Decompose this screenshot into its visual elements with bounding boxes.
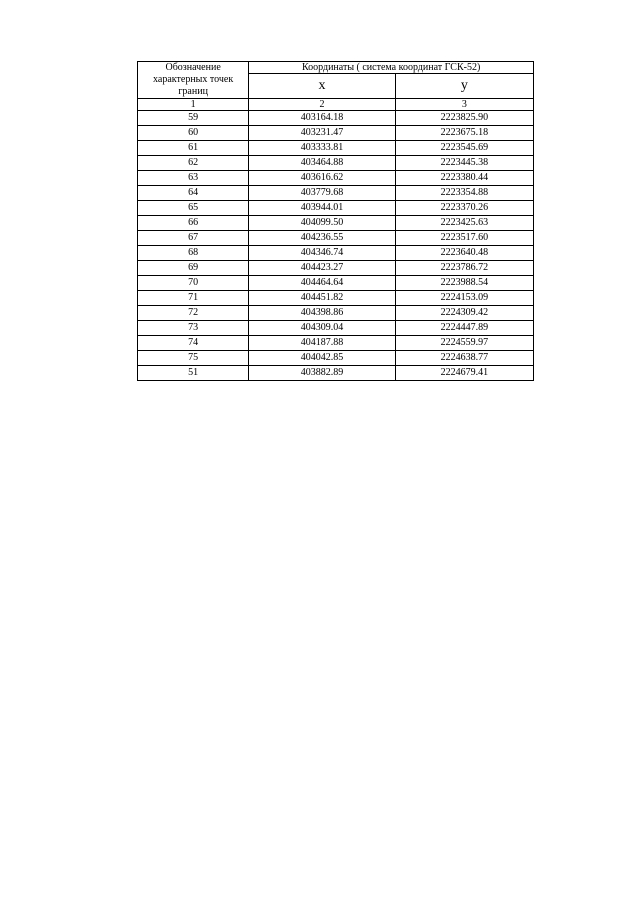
y-cell: 2223370.26 (395, 201, 533, 216)
x-cell: 403616.62 (249, 171, 395, 186)
y-cell: 2223545.69 (395, 141, 533, 156)
point-cell: 63 (138, 171, 249, 186)
point-cell: 66 (138, 216, 249, 231)
point-cell: 64 (138, 186, 249, 201)
y-cell: 2223445.38 (395, 156, 533, 171)
x-cell: 403333.81 (249, 141, 395, 156)
y-cell: 2223825.90 (395, 111, 533, 126)
point-cell: 59 (138, 111, 249, 126)
x-cell: 404423.27 (249, 261, 395, 276)
x-cell: 404187.88 (249, 336, 395, 351)
y-cell: 2224638.77 (395, 351, 533, 366)
coordinates-table (137, 61, 534, 381)
point-cell: 74 (138, 336, 249, 351)
y-cell: 2224679.41 (395, 366, 533, 381)
point-cell: 75 (138, 351, 249, 366)
point-cell: 51 (138, 366, 249, 381)
table-row (138, 306, 534, 321)
column-number: 1 (138, 99, 249, 111)
designation-header: Обозначение характерных точек границ (138, 62, 249, 99)
x-cell: 403882.89 (249, 366, 395, 381)
y-cell: 2223675.18 (395, 126, 533, 141)
y-cell: 2223517.60 (395, 231, 533, 246)
y-cell: 2224559.97 (395, 336, 533, 351)
point-cell: 70 (138, 276, 249, 291)
y-cell: 2223786.72 (395, 261, 533, 276)
x-cell: 403779.68 (249, 186, 395, 201)
table-row (138, 261, 534, 276)
table-row (138, 216, 534, 231)
y-cell: 2223640.48 (395, 246, 533, 261)
x-cell: 404236.55 (249, 231, 395, 246)
table-row (138, 201, 534, 216)
x-cell: 403231.47 (249, 126, 395, 141)
x-cell: 404398.86 (249, 306, 395, 321)
x-cell: 403164.18 (249, 111, 395, 126)
column-number: 2 (249, 99, 395, 111)
point-cell: 71 (138, 291, 249, 306)
x-cell: 404042.85 (249, 351, 395, 366)
table-row (138, 366, 534, 381)
table-body (138, 111, 534, 381)
x-cell: 404309.04 (249, 321, 395, 336)
table-row (138, 291, 534, 306)
y-cell: 2223988.54 (395, 276, 533, 291)
x-cell: 404099.50 (249, 216, 395, 231)
y-cell: 2224447.89 (395, 321, 533, 336)
y-cell: 2223425.63 (395, 216, 533, 231)
point-cell: 61 (138, 141, 249, 156)
table-row (138, 111, 534, 126)
column-number: 3 (395, 99, 533, 111)
table-row (138, 126, 534, 141)
table-row (138, 171, 534, 186)
y-cell: 2224153.09 (395, 291, 533, 306)
y-header: y (395, 74, 533, 99)
point-cell: 67 (138, 231, 249, 246)
coordinates-header: Координаты ( система координат ГСК-52) (249, 62, 534, 74)
point-cell: 69 (138, 261, 249, 276)
x-cell: 403944.01 (249, 201, 395, 216)
y-cell: 2224309.42 (395, 306, 533, 321)
table-row (138, 276, 534, 291)
table-header-row (138, 62, 534, 74)
table-row (138, 186, 534, 201)
x-cell: 404464.64 (249, 276, 395, 291)
y-cell: 2223354.88 (395, 186, 533, 201)
point-cell: 73 (138, 321, 249, 336)
x-header: x (249, 74, 395, 99)
y-cell: 2223380.44 (395, 171, 533, 186)
table-row (138, 351, 534, 366)
x-cell: 404346.74 (249, 246, 395, 261)
table-row (138, 321, 534, 336)
x-cell: 403464.88 (249, 156, 395, 171)
point-cell: 72 (138, 306, 249, 321)
table-row (138, 141, 534, 156)
point-cell: 60 (138, 126, 249, 141)
point-cell: 65 (138, 201, 249, 216)
point-cell: 68 (138, 246, 249, 261)
table-row (138, 156, 534, 171)
x-cell: 404451.82 (249, 291, 395, 306)
table-row (138, 246, 534, 261)
table-row (138, 336, 534, 351)
table-row (138, 231, 534, 246)
point-cell: 62 (138, 156, 249, 171)
column-number-row (138, 99, 534, 111)
